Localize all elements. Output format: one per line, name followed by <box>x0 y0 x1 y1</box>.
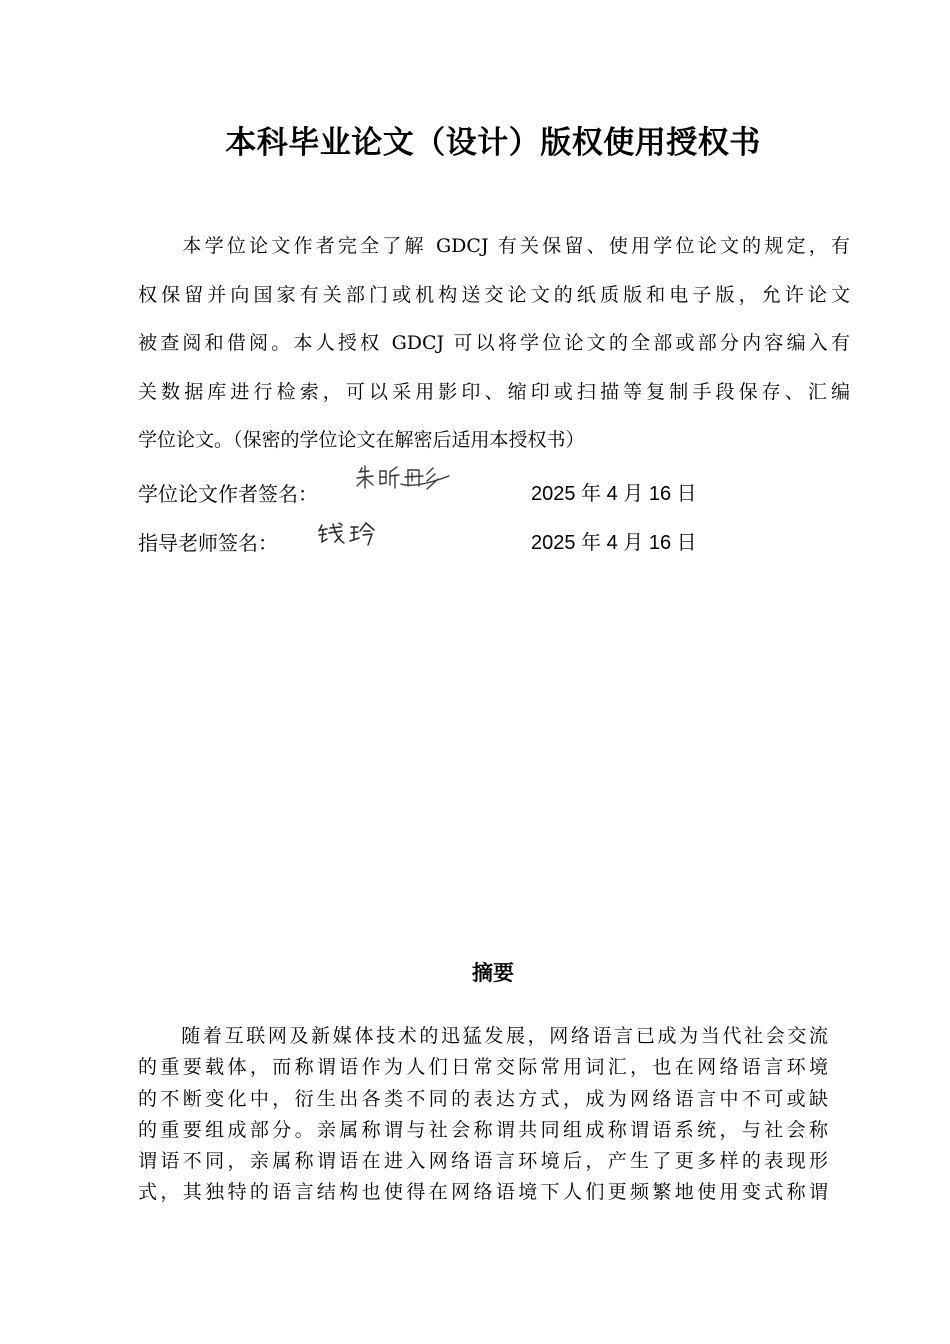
abstract-line: 的重要载体，而称谓语作为人们日常交际常用词汇，也在网络语言环境 <box>138 1056 828 1079</box>
author-signature-date: 2025 年 4 月 16 日 <box>531 483 697 505</box>
copyright-paragraph <box>138 222 850 465</box>
author-handwritten-signature <box>353 462 463 506</box>
copyright-title: 本科毕业论文（设计）版权使用授权书 <box>225 125 761 161</box>
copyright-line: 本学位论文作者完全了解 GDCJ 有关保留、使用学位论文的规定，有 <box>138 235 850 257</box>
abstract-paragraph <box>138 1021 828 1209</box>
abstract-line: 随着互联网及新媒体技术的迅猛发展，网络语言已成为当代社会交流 <box>138 1025 828 1047</box>
author-signature-label: 学位论文作者签名： <box>138 482 318 506</box>
abstract-heading: 摘要 <box>472 961 514 985</box>
abstract-line: 的重要组成部分。亲属称谓与社会称谓共同组成称谓语系统，与社会称 <box>138 1118 828 1141</box>
copyright-line: 关数据库进行检索，可以采用影印、缩印或扫描等复制手段保存、汇编 <box>138 380 850 403</box>
abstract-line: 式，其独特的语言结构也使得在网络语境下人们更频繁地使用变式称谓 <box>138 1181 828 1204</box>
advisor-signature-row <box>138 525 850 561</box>
copyright-line: 被查阅和借阅。本人授权 GDCJ 可以将学位论文的全部或部分内容编入有 <box>138 332 850 354</box>
advisor-signature-date: 2025 年 4 月 16 日 <box>531 532 697 554</box>
author-signature-row <box>138 476 850 512</box>
advisor-signature-label: 指导老师签名： <box>138 531 278 555</box>
copyright-line: 学位论文。（保密的学位论文在解密后适用本授权书） <box>138 429 585 451</box>
abstract-line: 谓语不同，亲属称谓语在进入网络语言环境后，产生了更多样的表现形 <box>138 1150 828 1173</box>
copyright-line: 权保留并向国家有关部门或机构送交论文的纸质版和电子版，允许论文 <box>138 283 850 306</box>
advisor-handwritten-signature <box>316 519 386 553</box>
abstract-line: 的不断变化中，衍生出各类不同的表达方式，成为网络语言中不可或缺 <box>138 1087 828 1110</box>
